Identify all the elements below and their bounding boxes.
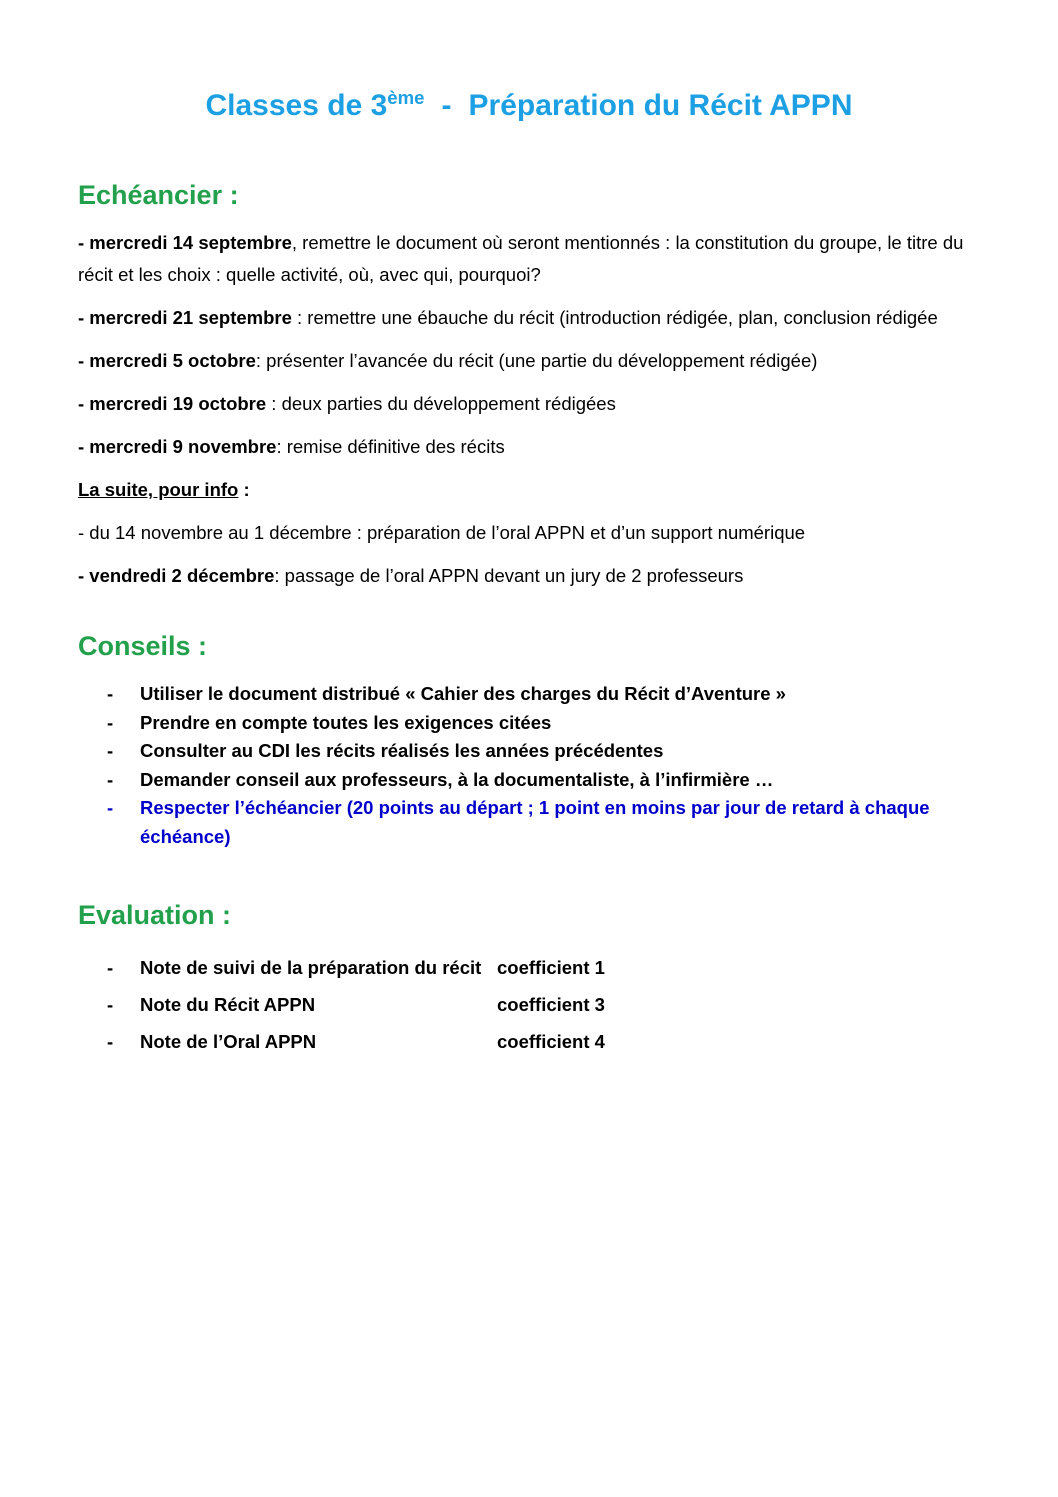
echeancier-date: - mercredi 21 septembre (78, 307, 292, 328)
dash-bullet: - (107, 740, 114, 761)
info-item-date: - vendredi 2 décembre (78, 565, 275, 586)
dash-bullet: - (107, 797, 114, 818)
evaluation-item (78, 956, 980, 980)
echeancier-text: : remettre une ébauche du récit (introduction rédigée, plan, conclusion rédigée (291, 307, 938, 328)
echeancier-item (78, 345, 980, 377)
conseils-item-text: Demander conseil aux professeurs, à la documentaliste, à l’infirmière … (140, 768, 774, 790)
echeancier-item (78, 388, 980, 420)
info-item (78, 560, 980, 592)
dash-bullet: - (107, 1031, 114, 1052)
conseils-item-text: Respecter l’échéancier (20 points au départ ; 1 point en moins par jour de retard à chaque échéance) (140, 797, 930, 847)
title-separator: - (441, 89, 452, 122)
evaluation-coefficient: coefficient 1 (497, 957, 605, 978)
dash-bullet: - (107, 768, 114, 790)
conseils-list (78, 680, 980, 851)
title-prefix: Classes de 3 (205, 89, 388, 122)
echeancier-date: - mercredi 5 octobre (78, 350, 256, 371)
section-evaluation (78, 900, 980, 1054)
echeancier-date: - mercredi 9 novembre (78, 436, 277, 457)
echeancier-item (78, 227, 980, 291)
info-item (78, 517, 980, 549)
evaluation-coefficient: coefficient 3 (497, 994, 605, 1015)
conseils-item-text: Utiliser le document distribué « Cahier des charges du Récit d’Aventure » (140, 683, 786, 704)
evaluation-label: Note du Récit APPN (140, 994, 316, 1015)
echeancier-text: : remise définitive des récits (276, 436, 505, 457)
info-heading-suffix: : (238, 479, 250, 500)
conseils-item-text: Consulter au CDI les récits réalisés les années précédentes (140, 740, 664, 761)
echeancier-date: - mercredi 14 septembre (78, 232, 292, 253)
echeancier-heading: Echéancier : (78, 180, 239, 210)
conseils-item (78, 680, 980, 709)
conseils-item (78, 766, 980, 795)
evaluation-item (78, 1030, 980, 1054)
echeancier-text: , remettre le document où seront mentionnés : la constitution du groupe, le titre du récit et les choix : quelle activité, où, avec qui, pourquoi? (78, 232, 964, 285)
echeancier-text: : deux parties du développement rédigées (266, 393, 616, 414)
evaluation-heading: Evaluation : (78, 900, 232, 930)
echeancier-date: - mercredi 19 octobre (78, 393, 267, 414)
info-item-text: : passage de l’oral APPN devant un jury de 2 professeurs (274, 565, 744, 586)
page-title (78, 80, 980, 124)
info-item-text: - du 14 novembre au 1 décembre : préparation de l’oral APPN et d’un support numérique (78, 522, 806, 543)
dash-bullet: - (107, 683, 114, 704)
evaluation-list (78, 956, 980, 1054)
dash-bullet: - (107, 994, 114, 1015)
info-heading-underlined: La suite, pour info (78, 479, 239, 500)
title-suffix: Préparation du Récit APPN (468, 89, 853, 122)
dash-bullet: - (107, 957, 114, 978)
conseils-heading: Conseils : (78, 631, 208, 661)
evaluation-item (78, 993, 980, 1017)
info-heading (78, 474, 980, 506)
echeancier-item (78, 302, 980, 334)
echeancier-item (78, 431, 980, 463)
conseils-item-text: Prendre en compte toutes les exigences citées (140, 711, 552, 733)
echeancier-text: : présenter l’avancée du récit (une partie du développement rédigée) (255, 350, 818, 371)
conseils-item-highlighted (78, 794, 980, 851)
dash-bullet: - (107, 711, 114, 733)
section-echeancier (78, 180, 980, 592)
section-conseils (78, 631, 980, 851)
evaluation-coefficient: coefficient 4 (497, 1031, 605, 1052)
evaluation-label: Note de suivi de la préparation du récit (140, 957, 482, 978)
conseils-item (78, 709, 980, 738)
evaluation-label: Note de l’Oral APPN (140, 1031, 317, 1052)
title-superscript: ème (387, 87, 425, 108)
conseils-item (78, 737, 980, 766)
